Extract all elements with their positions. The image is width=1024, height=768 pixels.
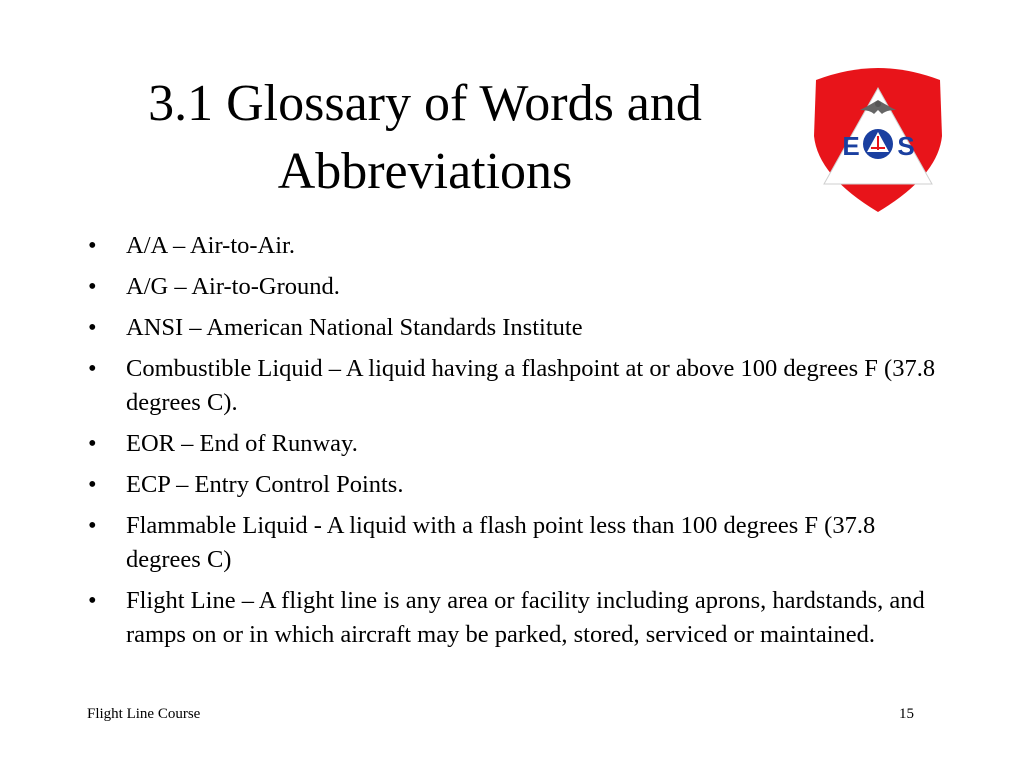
list-item [88,584,948,652]
title-line-1: 3.1 Glossary of Words and [148,75,702,132]
list-item [88,352,948,420]
list-item [88,509,948,577]
list-item-text: ECP – Entry Control Points. [126,471,404,498]
title-line-2: Abbreviations [277,143,573,200]
list-item-text: A/A – Air-to-Air. [126,232,295,259]
page-number: 15 [899,706,914,722]
logo-letter-s: S [897,131,915,161]
list-item-text: ANSI – American National Standards Institute [126,314,583,341]
list-item [88,427,948,461]
list-item-text: A/G – Air-to-Ground. [126,273,340,300]
slide-title [60,70,790,206]
list-item-text: EOR – End of Runway. [126,430,358,457]
bullet-icon: • [88,314,97,341]
list-item-text: Combustible Liquid – A liquid having a flashpoint at or above 100 degrees F (37.8 degrees C). [126,355,936,416]
bullet-icon: • [88,471,97,498]
bullet-icon: • [88,232,97,259]
cap-emblem-icon [863,129,893,159]
list-item-text: Flight Line – A flight line is any area or facility including aprons, hardstands, and ramps on or in which aircraft may be parked, stored, serviced or maintained. [126,587,925,648]
glossary-list [88,229,948,659]
list-item [88,270,948,304]
bullet-icon: • [88,512,97,539]
bullet-icon: • [88,355,97,382]
logo-letter-e: E [842,131,860,161]
list-item-text: Flammable Liquid - A liquid with a flash point less than 100 degrees F (37.8 degrees C) [126,512,876,573]
es-shield-logo [808,66,948,214]
list-item [88,311,948,345]
list-item [88,468,948,502]
list-item [88,229,948,263]
bullet-icon: • [88,273,97,300]
bullet-icon: • [88,587,97,614]
bullet-icon: • [88,430,97,457]
footer-course-name: Flight Line Course [87,706,201,722]
